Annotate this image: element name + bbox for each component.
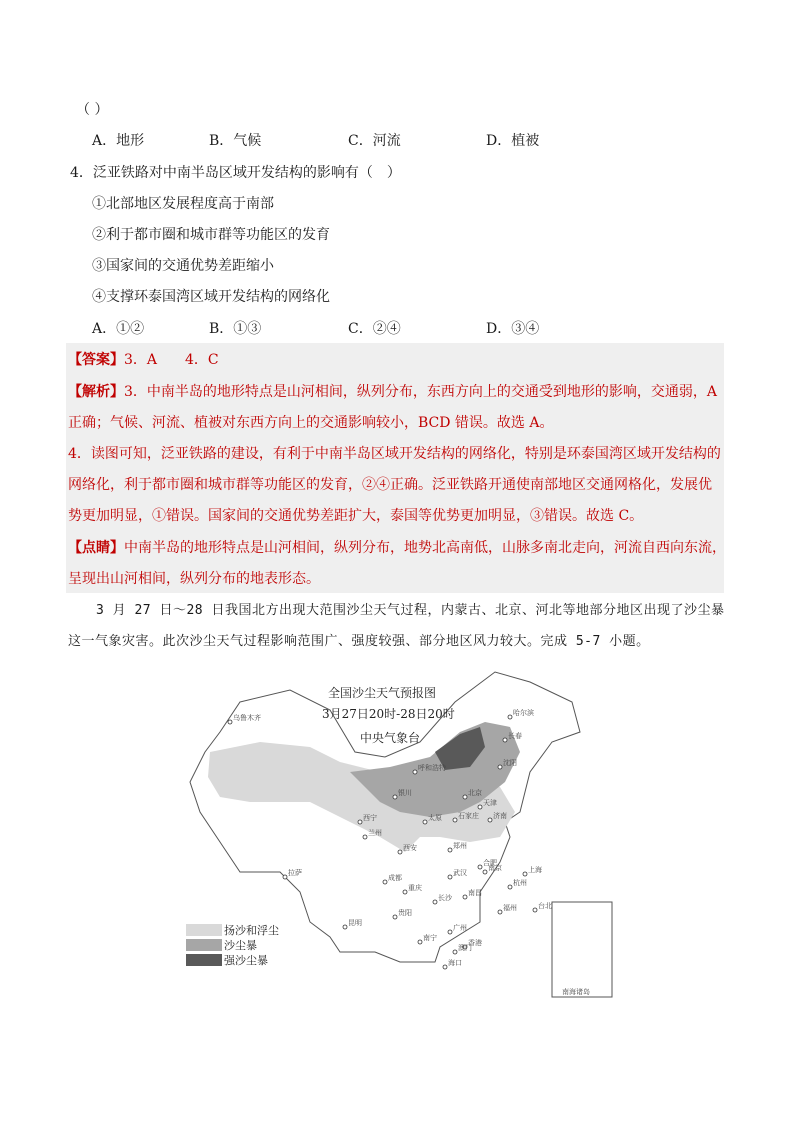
city-marker xyxy=(443,965,447,969)
legend-swatch-medium xyxy=(186,939,222,951)
city-marker xyxy=(533,908,537,912)
city-marker xyxy=(478,805,482,809)
city-label: 南宁 xyxy=(423,934,437,942)
comment-text-1: 中南半岛的地形特点是山河相间，纵列分布，地势北高南低，山脉多南北走向，河流自西向东流， xyxy=(124,540,726,556)
analysis-line-4: 网络化，利于都市圈和城市群等功能区的发育，②④正确。泛亚铁路开通使南部地区交通网格化，发展优 xyxy=(68,477,712,493)
city-marker xyxy=(448,875,452,879)
analysis-line-2: 正确；气候、河流、植被对东西方向上的交通影响较小，BCD 错误。故选 A。 xyxy=(68,415,554,431)
city-marker xyxy=(343,925,347,929)
city-label: 哈尔滨 xyxy=(513,709,534,717)
city-label: 长沙 xyxy=(438,894,452,902)
city-label: 西安 xyxy=(403,844,417,852)
city-marker xyxy=(448,930,452,934)
city-marker xyxy=(453,950,457,954)
map-source: 中央气象台 xyxy=(360,731,421,745)
comment-line-2: 呈现出山河相间，纵列分布的地表形态。 xyxy=(68,571,320,587)
city-marker xyxy=(453,818,457,822)
city-label: 西宁 xyxy=(363,814,377,822)
q3-option-a: A．地形 xyxy=(92,133,145,149)
city-marker xyxy=(508,885,512,889)
analysis-line-5: 势更加明显，①错误。国家间的交通优势差距扩大，泰国等优势更加明显，③错误。故选 C。 xyxy=(68,508,644,524)
city-label: 武汉 xyxy=(453,869,467,877)
city-marker xyxy=(383,880,387,884)
q3-option-b: B．气候 xyxy=(209,133,262,149)
passage-line-2: 这一气象灾害。此次沙尘天气过程影响范围广、强度较强、部分地区风力较大。完成 5-7 小题。 xyxy=(68,634,650,649)
map-title: 全国沙尘天气预报图 xyxy=(328,686,437,700)
answer-text: 3．A 4．C xyxy=(124,352,219,368)
q3-option-c: C．河流 xyxy=(348,133,401,149)
analysis-tag: 【解析】 xyxy=(68,384,124,400)
q4-option-b: B．①③ xyxy=(209,321,262,337)
city-label: 贵阳 xyxy=(398,909,412,917)
q4-option-d: D．③④ xyxy=(486,321,540,337)
q4-item-3: ③国家间的交通优势差距缩小 xyxy=(92,258,274,274)
city-marker xyxy=(393,915,397,919)
city-marker xyxy=(498,910,502,914)
city-marker xyxy=(478,865,482,869)
city-label: 杭州 xyxy=(513,879,527,887)
legend-label-medium: 沙尘暴 xyxy=(224,939,257,952)
city-label: 银川 xyxy=(398,789,412,797)
city-marker xyxy=(498,765,502,769)
city-marker xyxy=(423,820,427,824)
map-time: 3月27日20时-28日20时 xyxy=(322,707,455,721)
city-marker xyxy=(523,872,527,876)
city-label: 呼和浩特 xyxy=(418,764,446,772)
city-marker xyxy=(503,738,507,742)
map-svg xyxy=(180,662,620,1002)
city-label: 澳门 xyxy=(458,944,472,952)
city-label: 南京 xyxy=(488,864,502,872)
city-marker xyxy=(483,870,487,874)
city-label: 长春 xyxy=(508,732,522,740)
city-marker xyxy=(418,940,422,944)
city-marker xyxy=(393,795,397,799)
city-label: 上海 xyxy=(528,866,542,874)
q4-item-4: ④支撑环泰国湾区域开发结构的网络化 xyxy=(92,289,330,305)
legend-swatch-strong xyxy=(186,954,222,966)
legend-label-light: 扬沙和浮尘 xyxy=(224,924,279,937)
q4-item-2: ②利于都市圈和城市群等功能区的发育 xyxy=(92,227,330,243)
city-marker xyxy=(448,848,452,852)
q4-option-c: C．②④ xyxy=(348,321,401,337)
q4-stem: 4．泛亚铁路对中南半岛区域开发结构的影响有（ ） xyxy=(70,165,401,181)
city-label: 拉萨 xyxy=(288,869,302,877)
city-label: 昆明 xyxy=(348,919,362,927)
city-marker xyxy=(508,715,512,719)
comment-line-1 xyxy=(68,538,726,558)
city-label: 太原 xyxy=(428,814,442,822)
passage-line-1: 3 月 27 日～28 日我国北方出现大范围沙尘天气过程，内蒙古、北京、河北等地部分地区出现了沙尘暴 xyxy=(96,603,725,618)
q3-option-d: D．植被 xyxy=(486,133,540,149)
city-marker xyxy=(363,835,367,839)
city-label: 乌鲁木齐 xyxy=(233,714,261,722)
city-label: 海口 xyxy=(448,959,462,967)
city-marker xyxy=(398,850,402,854)
city-label: 台北 xyxy=(538,902,552,910)
city-label: 香港 xyxy=(468,939,482,947)
city-label: 沈阳 xyxy=(503,759,517,767)
dust-forecast-map xyxy=(180,662,620,1002)
legend-label-strong: 强沙尘暴 xyxy=(224,954,268,967)
answer-line xyxy=(68,350,219,370)
city-marker xyxy=(358,820,362,824)
city-marker xyxy=(433,900,437,904)
city-label: 北京 xyxy=(468,789,482,797)
south-china-sea-inset xyxy=(552,902,612,997)
inset-label: 南海诸岛 xyxy=(562,988,590,996)
city-label: 合肥 xyxy=(483,859,497,867)
city-marker xyxy=(463,795,467,799)
city-marker xyxy=(403,890,407,894)
q4-option-a: A．①② xyxy=(92,321,145,337)
city-label: 济南 xyxy=(493,812,507,820)
city-label: 南昌 xyxy=(468,889,482,897)
q4-item-1: ①北部地区发展程度高于南部 xyxy=(92,196,274,212)
city-label: 郑州 xyxy=(453,842,467,850)
analysis-text-1: 3．中南半岛的地形特点是山河相间，纵列分布，东西方向上的交通受到地形的影响，交通弱，A xyxy=(124,384,718,400)
city-label: 重庆 xyxy=(408,884,422,892)
analysis-line-1 xyxy=(68,382,717,402)
city-label: 天津 xyxy=(483,799,497,807)
city-marker xyxy=(228,720,232,724)
city-label: 成都 xyxy=(388,874,402,882)
city-marker xyxy=(283,875,287,879)
answer-tag: 【答案】 xyxy=(68,352,124,368)
city-label: 广州 xyxy=(453,924,467,932)
city-label: 福州 xyxy=(503,904,517,912)
city-label: 兰州 xyxy=(368,829,382,837)
city-label: 石家庄 xyxy=(458,812,479,820)
q3-stem-tail: （ ） xyxy=(76,102,109,118)
city-marker xyxy=(413,770,417,774)
analysis-line-3: 4．读图可知，泛亚铁路的建设，有利于中南半岛区域开发结构的网络化，特别是环泰国湾区域开发结构的 xyxy=(68,446,721,462)
city-marker xyxy=(488,818,492,822)
city-marker xyxy=(463,895,467,899)
comment-tag: 【点睛】 xyxy=(68,540,124,556)
legend-swatch-light xyxy=(186,924,222,936)
